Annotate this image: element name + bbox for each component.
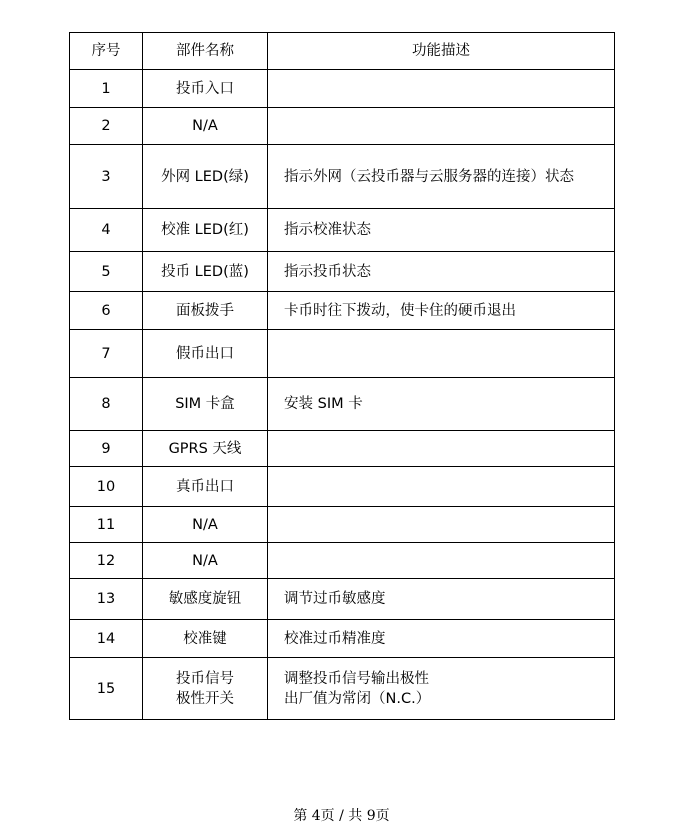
row-function: 指示校准状态	[268, 209, 615, 252]
table-row	[70, 70, 615, 108]
row-index: 8	[70, 378, 143, 431]
row-name: 面板拨手	[143, 292, 268, 330]
row-index: 6	[70, 292, 143, 330]
table-row	[70, 507, 615, 543]
row-function: 调整投币信号输出极性 出厂值为常闭（N.C.）	[268, 658, 615, 720]
row-name: 投币信号 极性开关	[143, 658, 268, 720]
table-row	[70, 543, 615, 579]
table-row	[70, 252, 615, 292]
row-name: SIM 卡盒	[143, 378, 268, 431]
table-row	[70, 467, 615, 507]
row-function	[268, 431, 615, 467]
table-row	[70, 209, 615, 252]
table-row	[70, 658, 615, 720]
page-number: 第 4页 / 共 9页	[293, 808, 390, 824]
row-function	[268, 467, 615, 507]
row-function: 校准过币精准度	[268, 620, 615, 658]
table-row	[70, 431, 615, 467]
row-index: 2	[70, 108, 143, 145]
row-index: 4	[70, 209, 143, 252]
table-row	[70, 108, 615, 145]
row-function: 指示外网（云投币器与云服务器的连接）状态	[268, 145, 615, 209]
row-function	[268, 507, 615, 543]
row-index: 7	[70, 330, 143, 378]
row-index: 15	[70, 658, 143, 720]
header-function: 功能描述	[268, 33, 615, 70]
row-function	[268, 330, 615, 378]
row-name: 真币出口	[143, 467, 268, 507]
row-index: 11	[70, 507, 143, 543]
header-name: 部件名称	[143, 33, 268, 70]
row-function: 调节过币敏感度	[268, 579, 615, 620]
row-function	[268, 70, 615, 108]
row-name: N/A	[143, 507, 268, 543]
row-index: 1	[70, 70, 143, 108]
row-name: 校准键	[143, 620, 268, 658]
header-index: 序号	[70, 33, 143, 70]
row-index: 3	[70, 145, 143, 209]
row-name: 投币 LED(蓝)	[143, 252, 268, 292]
row-name: 敏感度旋钮	[143, 579, 268, 620]
row-function: 安装 SIM 卡	[268, 378, 615, 431]
row-name: 投币入口	[143, 70, 268, 108]
row-function: 卡币时往下拨动，使卡住的硬币退出	[268, 292, 615, 330]
table-row	[70, 145, 615, 209]
row-name: N/A	[143, 543, 268, 579]
row-function: 指示投币状态	[268, 252, 615, 292]
row-name: 假币出口	[143, 330, 268, 378]
row-index: 10	[70, 467, 143, 507]
row-name: GPRS 天线	[143, 431, 268, 467]
table-row	[70, 378, 615, 431]
table-row	[70, 579, 615, 620]
component-table	[69, 32, 615, 720]
row-index: 12	[70, 543, 143, 579]
table-header-row	[70, 33, 615, 70]
table-row	[70, 330, 615, 378]
row-name: 校准 LED(红)	[143, 209, 268, 252]
row-function	[268, 543, 615, 579]
row-index: 13	[70, 579, 143, 620]
row-index: 5	[70, 252, 143, 292]
row-name: N/A	[143, 108, 268, 145]
row-index: 9	[70, 431, 143, 467]
table-row	[70, 620, 615, 658]
table-row	[70, 292, 615, 330]
row-name: 外网 LED(绿)	[143, 145, 268, 209]
row-function	[268, 108, 615, 145]
row-index: 14	[70, 620, 143, 658]
